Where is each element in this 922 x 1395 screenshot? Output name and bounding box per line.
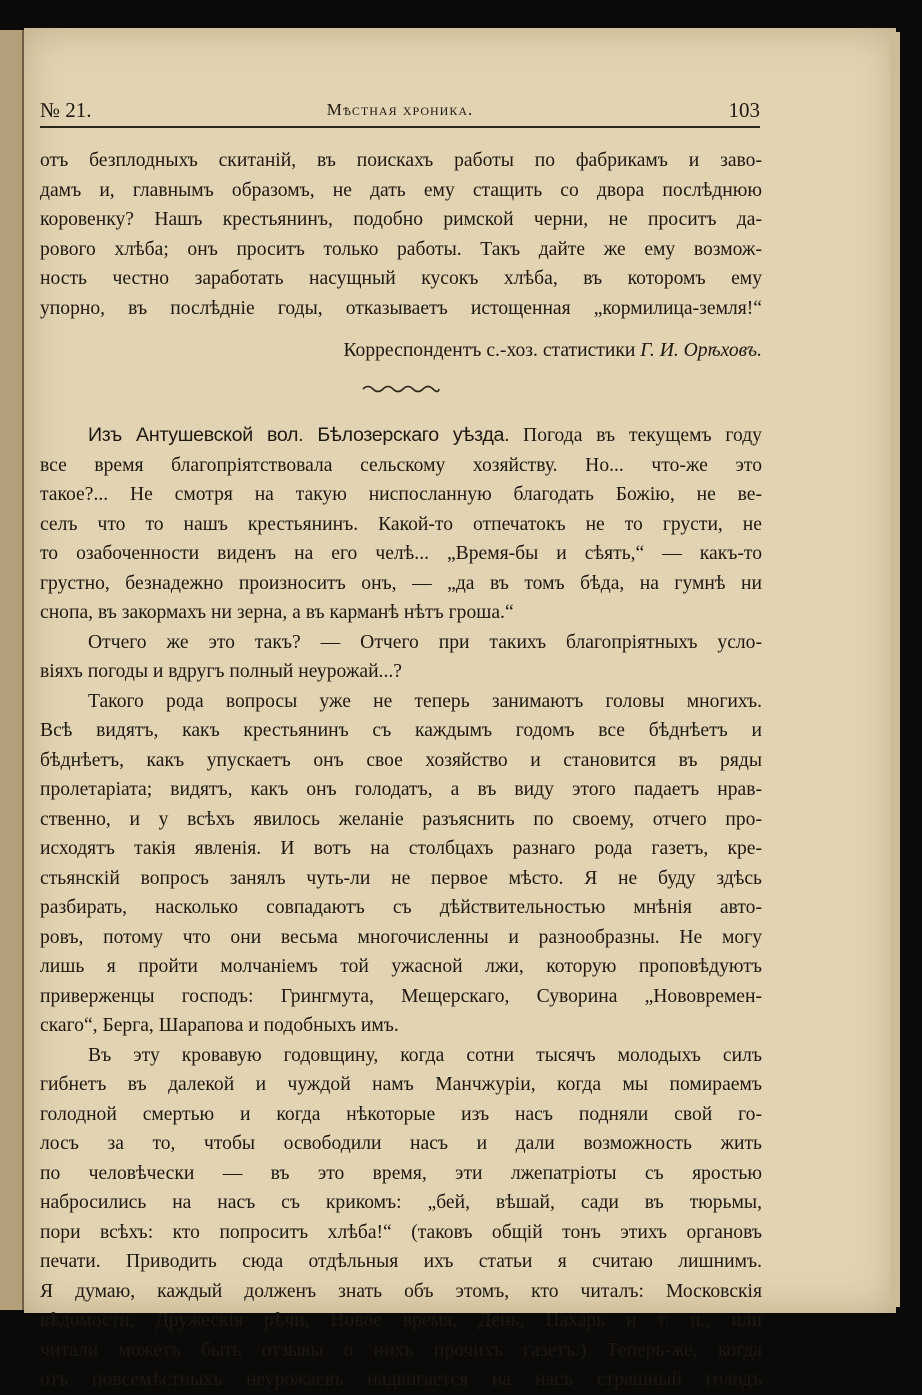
section-title: Мѣстная хроника. — [326, 100, 474, 119]
text-line: скаго“, Берга, Шарапова и подобныхъ имъ. — [40, 1015, 399, 1036]
text-line: Отчего же это такъ? — Отчего при такихъ благопріятныхъ усло- — [88, 631, 762, 653]
text-line: пори всѣхъ: кто попроситъ хлѣба!“ (таковъ общій тонъ этихъ органовъ — [40, 1221, 762, 1243]
text-line: то озабоченности виденъ на его челѣ... „Время-бы и сѣять,“ — какъ-то — [40, 543, 762, 564]
text-line: Въ эту кровавую годовщину, когда сотни тысячъ молодыхъ силъ — [88, 1044, 762, 1066]
text-line: рового хлѣба; онъ проситъ только работы. Такъ дайте же ему возмож- — [40, 238, 762, 260]
section-divider-ornament — [40, 379, 762, 411]
text-line: читали можетъ быть отзывы о нихъ прочихъ газетъ.) Теперь-же, когда — [40, 1339, 762, 1361]
text-line: голодной смертью и когда нѣкоторые изъ насъ подняли свой го- — [40, 1103, 762, 1125]
correspondent-signature — [40, 323, 762, 379]
text-line: печати. Приводить сюда отдѣльныя ихъ статьи я считаю лишнимъ. — [40, 1251, 762, 1272]
text-line: исходятъ такія явленія. И вотъ на столбцахъ разнаго рода газетъ, кре- — [40, 838, 762, 859]
text-line: Всѣ видятъ, какъ крестьянинъ съ каждымъ годомъ все бѣднѣетъ и — [40, 720, 762, 741]
text-line: ровъ, потому что они весьма многочисленны и разнообразны. Не могу — [40, 926, 762, 948]
text-line: ность честно заработать насущный кусокъ хлѣба, въ которомъ ему — [40, 268, 762, 289]
runin-heading: Изъ Антушевской вол. Бѣлозерскаго уѣзда. — [88, 424, 510, 446]
text-line — [40, 421, 762, 451]
text-line: Я думаю, каждый долженъ знать объ этомъ, кто читалъ: Московскія — [40, 1280, 762, 1302]
text-line: віяхъ погоды и вдругъ полный неурожай...? — [40, 661, 402, 682]
text-line: приверженцы господъ: Грингмута, Мещерскаго, Суворина „Нововремен- — [40, 985, 762, 1007]
text-line: селъ что то нашъ крестьянинъ. Какой-то отпечатокъ не то грусти, не — [40, 513, 762, 535]
signature-name: Г. И. Орѣховъ. — [640, 340, 762, 361]
text-line: разбирать, насколько совпадаютъ съ дѣйствительностью мнѣнія авто- — [40, 897, 762, 918]
text-line: все время благопріятствовала сельскому хозяйству. Но... что-же это — [40, 454, 762, 476]
text-line: ственно, и у всѣхъ явилось желаніе разъяснить по своему, отчего про- — [40, 808, 762, 830]
signature-prefix: Корреспондентъ с.-хоз. статистики — [343, 340, 636, 361]
text-line: бѣднѣетъ, какъ упускаетъ онъ свое хозяйство и становится въ ряды — [40, 749, 762, 771]
text-line: пролетаріата; видятъ, какъ онъ голодатъ, а въ виду этого падаетъ нрав- — [40, 779, 762, 800]
text-line: отъ повсемѣстныхъ неурожаевъ надвигается на насъ страшный голодъ — [40, 1369, 762, 1390]
text-line: коровенку? Нашъ крестьянинъ, подобно римской черни, не проситъ да- — [40, 209, 762, 230]
text-line: снопа, въ закормахъ ни зерна, а въ карманѣ нѣтъ гроша.“ — [40, 602, 514, 623]
text-line: упорно, въ послѣдніе годы, отказываетъ истощенная „кормилица-земля!“ — [40, 297, 762, 319]
text-line: дамъ и, главнымъ образомъ, не дать ему стащить со двора послѣднюю — [40, 179, 762, 201]
issue-number: № 21. — [40, 98, 92, 122]
text-line: стьянскій вопросъ занялъ чуть-ли не первое мѣсто. Я не буду здѣсь — [40, 867, 762, 889]
page-right-edge — [890, 32, 900, 1307]
page-number: 103 — [728, 98, 760, 122]
text-line: набросились на насъ съ крикомъ: „бей, вѣшай, сади въ тюрьмы, — [40, 1192, 762, 1213]
text-line: лосъ за то, чтобы освободили насъ и дали возможность жить — [40, 1133, 762, 1154]
text-line: лишь я пройти молчаніемъ той ужасной лжи, которую проповѣдуютъ — [40, 956, 762, 977]
text-line: по человѣчески — въ это время, эти лжепатріоты съ яростью — [40, 1162, 762, 1184]
header-rule — [40, 126, 760, 128]
runin-rest: Погода въ текущемъ году — [523, 425, 762, 446]
text-line: такое?... Не смотря на такую ниспосланную благодать Божію, не ве- — [40, 484, 762, 505]
text-line: гибнетъ въ далекой и чуждой намъ Манчжуріи, когда мы помираемъ — [40, 1074, 762, 1095]
text-line: грустно, безнадежно произноситъ онъ, — „да въ томъ бѣда, на гумнѣ ни — [40, 572, 762, 594]
text-line: Такого рода вопросы уже не теперь занимаютъ головы многихъ. — [88, 690, 762, 712]
running-header — [40, 98, 760, 128]
text-line: вѣдомости, Дружескія рѣчи, Новое время, День, Пахарь и т. п., или — [40, 1310, 762, 1331]
text-line: отъ безплодныхъ скитаній, въ поискахъ работы по фабрикамъ и заво- — [40, 150, 762, 171]
article-body — [40, 146, 762, 1395]
previous-page-edge — [0, 30, 24, 1310]
